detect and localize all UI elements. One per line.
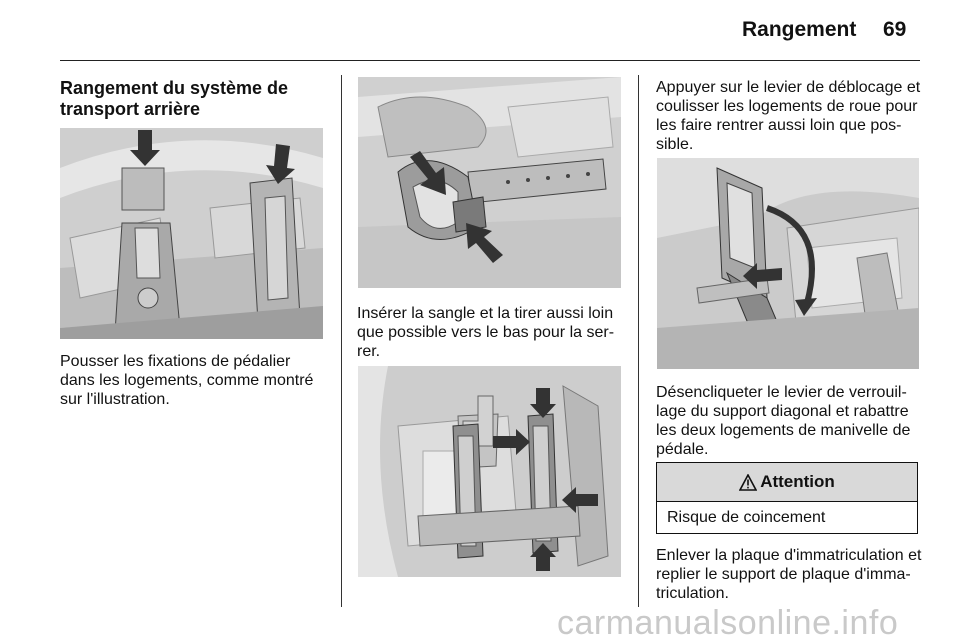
illustration-pedal-mounts bbox=[60, 128, 323, 339]
warning-box bbox=[656, 462, 918, 534]
text-line: que possible vers le bas pour la ser- bbox=[357, 324, 615, 341]
text-line: Pousser les fixations de pédalier bbox=[60, 353, 291, 370]
text-line: sur l'illustration. bbox=[60, 391, 170, 408]
paragraph bbox=[656, 546, 931, 603]
text-line: Désencliqueter le levier de verrouil- bbox=[656, 384, 907, 401]
section-heading-line: transport arrière bbox=[60, 99, 201, 119]
illustration-strap bbox=[358, 77, 621, 288]
page-number: 69 bbox=[883, 18, 907, 41]
header-rule bbox=[60, 60, 920, 61]
watermark: carmanualsonline.info bbox=[557, 604, 899, 642]
paragraph bbox=[656, 383, 931, 459]
text-line: pédale. bbox=[656, 441, 709, 458]
text-line: les deux logements de manivelle de bbox=[656, 422, 911, 439]
text-line: Insérer la sangle et la tirer aussi loin bbox=[357, 305, 614, 322]
warning-triangle-icon bbox=[739, 474, 757, 491]
section-heading bbox=[60, 78, 320, 120]
warning-header bbox=[657, 463, 917, 502]
illustration-release-lever bbox=[657, 158, 919, 369]
column-divider-right bbox=[638, 75, 639, 607]
paragraph bbox=[357, 304, 632, 361]
paragraph bbox=[60, 352, 330, 409]
text-line: coulisser les logements de roue pour bbox=[656, 98, 918, 115]
text-line: lage du support diagonal et rabattre bbox=[656, 403, 909, 420]
text-line: dans les logements, comme montré bbox=[60, 372, 314, 389]
warning-text: Risque de coincement bbox=[667, 509, 826, 526]
text-line: Enlever la plaque d'immatriculation et bbox=[656, 547, 922, 564]
text-line: sible. bbox=[656, 136, 694, 153]
text-line: triculation. bbox=[656, 585, 729, 602]
column-divider-left bbox=[341, 75, 342, 607]
text-line: les faire rentrer aussi loin que pos- bbox=[656, 117, 902, 134]
text-line: rer. bbox=[357, 343, 381, 360]
paragraph bbox=[656, 78, 931, 154]
warning-title: Attention bbox=[760, 472, 835, 491]
page-title: Rangement bbox=[742, 18, 857, 41]
section-heading-line: Rangement du système de bbox=[60, 78, 289, 98]
illustration-bike-carrier-top bbox=[358, 366, 621, 577]
text-line: replier le support de plaque d'imma- bbox=[656, 566, 911, 583]
text-line: Appuyer sur le levier de déblocage et bbox=[656, 79, 921, 96]
